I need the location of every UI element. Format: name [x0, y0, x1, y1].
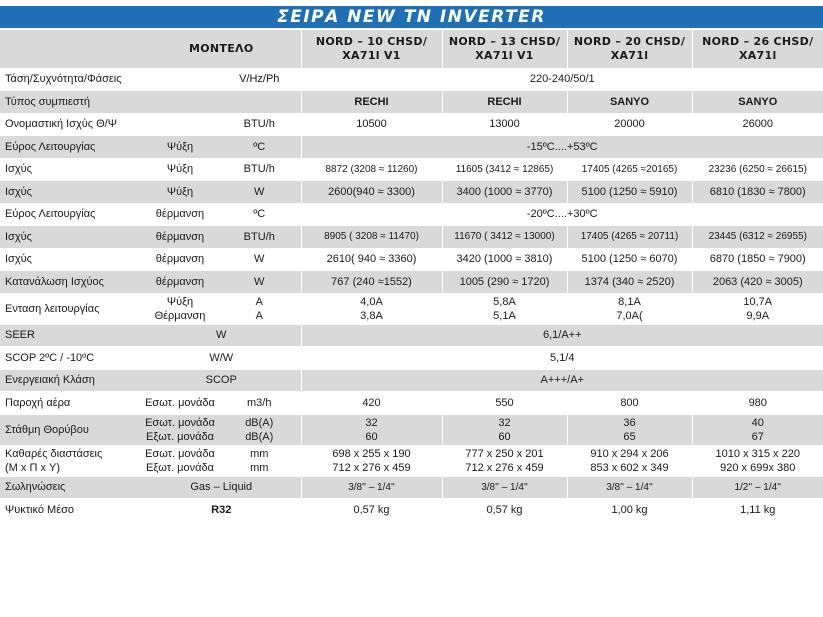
spec-table	[0, 30, 823, 522]
row-unit: SCOP	[142, 369, 301, 392]
row-unit: ºC	[218, 203, 301, 226]
row-value-line: 60	[498, 430, 511, 443]
row-value: 550	[442, 392, 567, 415]
row-label: Εύρος Λειτουργίας	[0, 136, 142, 159]
row-label-line: Καθαρές διαστάσεις	[5, 447, 103, 460]
row-mode: θέρμανση	[142, 271, 218, 294]
table-row	[0, 68, 823, 91]
row-value: 23445 (6312 ≈ 26955)	[692, 226, 823, 249]
row-label: Στάθμη Θορύβου	[0, 414, 142, 445]
row-label: Παροχή αέρα	[0, 392, 142, 415]
row-mode: Ψύξη	[142, 158, 218, 181]
row-value-line: 10,7A	[743, 295, 773, 308]
table-row	[0, 293, 823, 324]
row-label-line: (Μ x Π x Υ)	[5, 461, 60, 474]
row-value: 5100 (1250 ≈ 5910)	[567, 181, 692, 204]
row-value: 3/8'' – 1/4''	[442, 476, 567, 499]
row-value-line: 65	[623, 430, 636, 443]
row-value: 1,00 kg	[567, 499, 692, 522]
model-name-line: XA71l	[738, 48, 777, 62]
row-unit	[218, 445, 301, 476]
row-unit: Gas – Liquid	[142, 476, 301, 499]
row-label: Ισχύς	[0, 248, 142, 271]
row-label: SEER	[0, 324, 142, 347]
row-unit: BTU/h	[218, 226, 301, 249]
row-value: 2600(940 ≈ 3300)	[301, 181, 442, 204]
row-unit: ºC	[218, 136, 301, 159]
row-mode-line: Εξωτ. μονάδα	[146, 461, 214, 474]
row-value	[567, 414, 692, 445]
table-row	[0, 226, 823, 249]
row-value: RECHI	[301, 91, 442, 114]
table-row	[0, 369, 823, 392]
row-value	[301, 445, 442, 476]
row-value: 2610( 940 ≈ 3360)	[301, 248, 442, 271]
row-value: 3/8'' – 1/4''	[567, 476, 692, 499]
table-row	[0, 91, 823, 114]
row-value: -15ºC....+53ºC	[301, 136, 823, 159]
row-unit-line: A	[255, 309, 263, 322]
table-row	[0, 392, 823, 415]
row-label: Ψυκτικό Μέσο	[0, 499, 142, 522]
table-row	[0, 136, 823, 159]
row-value-line: 712 x 276 x 459	[332, 461, 411, 474]
row-mode-line: Εσωτ. μονάδα	[145, 416, 215, 429]
row-value: A+++/A+	[301, 369, 823, 392]
row-unit: V/Hz/Ph	[218, 68, 301, 91]
table-row	[0, 271, 823, 294]
row-value: 10500	[301, 113, 442, 136]
row-value	[692, 445, 823, 476]
row-unit: BTU/h	[218, 113, 301, 136]
row-value	[442, 293, 567, 324]
row-value-line: 698 x 255 x 190	[332, 447, 411, 460]
row-unit: R32	[142, 499, 301, 522]
row-value-line: 777 x 250 x 201	[465, 447, 544, 460]
row-value: 420	[301, 392, 442, 415]
row-value	[567, 293, 692, 324]
row-value: 800	[567, 392, 692, 415]
row-value-line: 853 x 602 x 349	[590, 461, 669, 474]
row-mode: Εσωτ. μονάδα	[142, 392, 218, 415]
row-mode-line: Εξωτ. μονάδα	[146, 430, 214, 443]
row-value: 17405 (4265 ≈20165)	[567, 158, 692, 181]
row-value-line: 40	[751, 416, 764, 429]
table-row	[0, 113, 823, 136]
row-value: 17405 (4265 ≈ 20711)	[567, 226, 692, 249]
row-value-line: 5,8A	[493, 295, 516, 308]
row-unit: m3/h	[218, 392, 301, 415]
row-mode-line: Ψύξη	[166, 295, 194, 308]
row-label: Ισχύς	[0, 226, 142, 249]
row-mode	[142, 293, 218, 324]
row-mode: Ψύξη	[142, 136, 218, 159]
row-value-line: 4,0A	[360, 295, 383, 308]
table-row	[0, 347, 823, 370]
row-value: 0,57 kg	[301, 499, 442, 522]
series-title: ΣΕΙΡΑ NEW TN INVERTER	[0, 6, 823, 28]
row-value: 23236 (6250 ≈ 26615)	[692, 158, 823, 181]
row-unit	[218, 91, 301, 114]
table-row	[0, 499, 823, 522]
row-mode	[142, 68, 218, 91]
row-mode: θέρμανση	[142, 248, 218, 271]
row-value: 980	[692, 392, 823, 415]
table-row	[0, 445, 823, 476]
row-value-line: 9,9A	[746, 309, 770, 322]
row-value: 2063 (420 ≈ 3005)	[692, 271, 823, 294]
row-value: 0,57 kg	[442, 499, 567, 522]
row-unit: W	[218, 181, 301, 204]
row-value-line: 36	[623, 416, 636, 429]
row-value	[301, 293, 442, 324]
table-row	[0, 158, 823, 181]
table-row	[0, 414, 823, 445]
row-mode	[142, 91, 218, 114]
row-value: 767 (240 ≈1552)	[301, 271, 442, 294]
row-value: 1374 (340 ≈ 2520)	[567, 271, 692, 294]
row-value-line: 32	[498, 416, 511, 429]
header-row	[0, 30, 823, 68]
model-name-line: XA71l V1	[342, 48, 401, 62]
row-mode	[142, 414, 218, 445]
model-name-line: NORD – 10 CHSD/	[315, 34, 428, 48]
row-unit-line: dB(A)	[245, 430, 274, 443]
row-label: Κατανάλωση Ισχύος	[0, 271, 142, 294]
row-unit: W/W	[142, 347, 301, 370]
row-unit-line: dB(A)	[245, 416, 274, 429]
row-value-line: 7,0A(	[616, 309, 643, 322]
row-label: Τάση/Συχνότητα/Φάσεις	[0, 68, 142, 91]
row-value: RECHI	[442, 91, 567, 114]
table-row	[0, 476, 823, 499]
row-value: -20ºC....+30ºC	[301, 203, 823, 226]
row-label: Ισχύς	[0, 181, 142, 204]
row-label: Ενταση λειτουργίας	[0, 293, 142, 324]
row-label	[0, 445, 142, 476]
model-name	[442, 30, 567, 68]
table-row	[0, 248, 823, 271]
row-unit-line: mm	[250, 461, 269, 474]
row-value: 1,11 kg	[692, 499, 823, 522]
row-unit: W	[218, 248, 301, 271]
row-mode	[142, 445, 218, 476]
row-value-line: 910 x 294 x 206	[590, 447, 669, 460]
model-name	[301, 30, 442, 68]
row-value-line: 67	[751, 430, 764, 443]
row-value-line: 60	[365, 430, 378, 443]
row-value	[692, 293, 823, 324]
model-name-line: XA71l V1	[475, 48, 534, 62]
row-value	[301, 414, 442, 445]
row-label: Ισχύς	[0, 158, 142, 181]
row-value	[442, 445, 567, 476]
row-mode-line: Θέρμανση	[154, 309, 206, 322]
row-value-line: 920 x 699x 380	[720, 461, 796, 474]
row-value: 3400 (1000 ≈ 3770)	[442, 181, 567, 204]
row-unit	[218, 293, 301, 324]
model-label: ΜΟΝΤΕΛΟ	[142, 30, 301, 68]
row-unit-line: A	[255, 295, 263, 308]
row-value: 6810 (1830 ≈ 7800)	[692, 181, 823, 204]
row-value: 1005 (290 ≈ 1720)	[442, 271, 567, 294]
row-value-line: 3,8A	[360, 309, 383, 322]
row-value: 11670 ( 3412 ≈ 13000)	[442, 226, 567, 249]
row-mode: θέρμανση	[142, 203, 218, 226]
row-unit: W	[218, 271, 301, 294]
row-label: SCOP 2ºC / -10ºC	[0, 347, 142, 370]
row-value: SANYO	[567, 91, 692, 114]
row-value-line: 32	[365, 416, 378, 429]
row-label: Ονομαστική Ισχύς Θ/Ψ	[0, 113, 142, 136]
row-value	[442, 414, 567, 445]
row-mode	[142, 113, 218, 136]
row-value: 3420 (1000 ≈ 3810)	[442, 248, 567, 271]
row-label: Εύρος Λειτουργίας	[0, 203, 142, 226]
row-value: 20000	[567, 113, 692, 136]
model-name	[692, 30, 823, 68]
row-value: 8905 ( 3208 ≈ 11470)	[301, 226, 442, 249]
row-value: 6870 (1850 ≈ 7900)	[692, 248, 823, 271]
model-name	[567, 30, 692, 68]
row-value	[692, 414, 823, 445]
row-value-line: 5,1A	[493, 309, 516, 322]
row-label: Ενεργειακή Κλάση	[0, 369, 142, 392]
row-value-line: 1010 x 315 x 220	[715, 447, 800, 460]
table-row	[0, 324, 823, 347]
model-name-line: NORD – 13 CHSD/	[448, 34, 561, 48]
row-value: 11605 (3412 ≈ 12865)	[442, 158, 567, 181]
row-value: 5100 (1250 ≈ 6070)	[567, 248, 692, 271]
table-row	[0, 203, 823, 226]
row-mode: Ψύξη	[142, 181, 218, 204]
row-value: 26000	[692, 113, 823, 136]
model-name-line: NORD – 26 CHSD/	[702, 34, 814, 48]
row-value-line: 8,1A	[618, 295, 641, 308]
row-value: 1/2'' – 1/4''	[692, 476, 823, 499]
row-value: 5,1/4	[301, 347, 823, 370]
table-row	[0, 181, 823, 204]
row-value: SANYO	[692, 91, 823, 114]
row-value: 6,1/A++	[301, 324, 823, 347]
row-label: Τύπος συμπιεστή	[0, 91, 142, 114]
row-unit: BTU/h	[218, 158, 301, 181]
row-label: Σωληνώσεις	[0, 476, 142, 499]
row-unit	[218, 414, 301, 445]
row-value: 13000	[442, 113, 567, 136]
model-name-line: NORD – 20 CHSD/	[573, 34, 686, 48]
row-mode: θέρμανση	[142, 226, 218, 249]
row-value-line: 712 x 276 x 459	[465, 461, 544, 474]
row-value	[567, 445, 692, 476]
row-unit-line: mm	[250, 447, 269, 460]
row-unit: W	[142, 324, 301, 347]
row-value: 8872 (3208 ≈ 11260)	[301, 158, 442, 181]
row-value: 3/8'' – 1/4''	[301, 476, 442, 499]
row-value: 220-240/50/1	[301, 68, 823, 91]
row-mode-line: Εσωτ. μονάδα	[145, 447, 215, 460]
model-name-line: XA71l	[610, 48, 649, 62]
header-blank	[0, 30, 142, 68]
